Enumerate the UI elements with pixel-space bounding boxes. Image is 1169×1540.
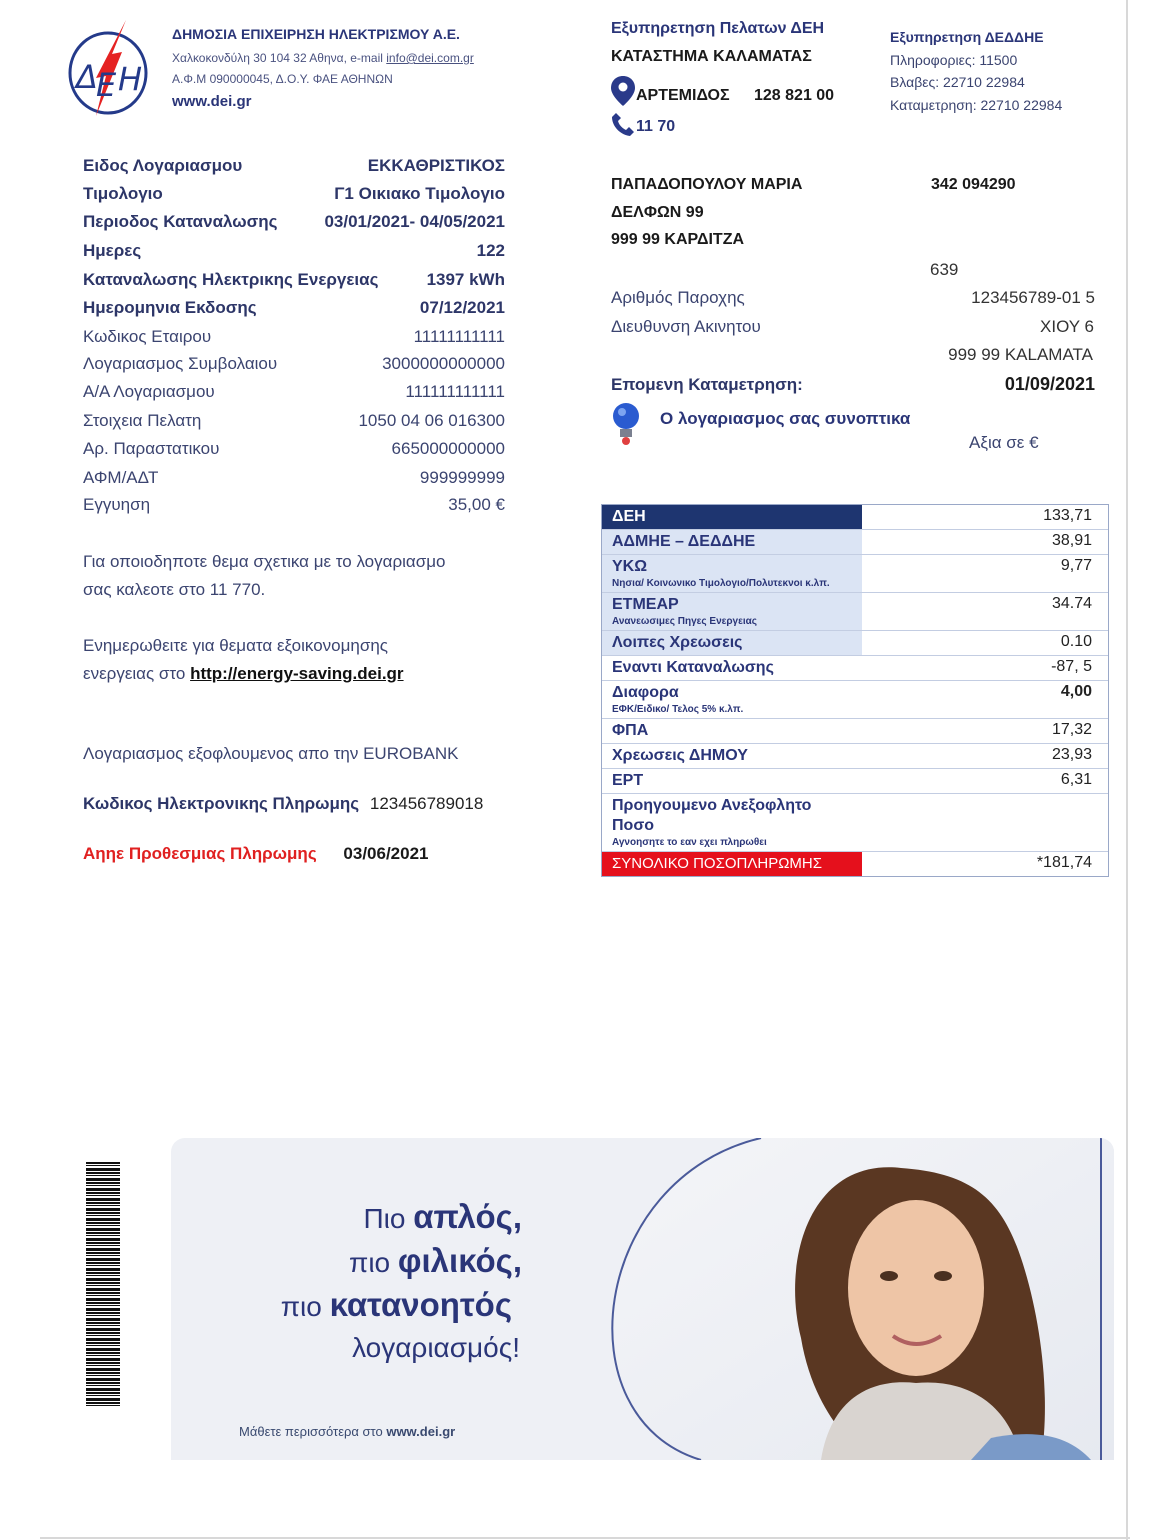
- account-row-label: Καταναλωσης Ηλεκτρικης Ενεργειας: [83, 270, 379, 289]
- summary-title: Ο λογαριασμος σας συνοπτικα: [660, 409, 911, 428]
- deddie-faults: Βλαβες: 22710 22984: [890, 74, 1025, 90]
- account-row-value: 111111111111: [405, 382, 505, 401]
- charge-label-cell: [602, 769, 862, 793]
- next-metering-date: 01/09/2021: [1004, 374, 1095, 394]
- supply-number: 123456789-01 5: [971, 288, 1095, 307]
- company-name: ΔΗΜΟΣΙΑ ΕΠΙΧΕΙΡΗΣΗ ΗΛΕΚΤΡΙΣΜΟΥ Α.Ε.: [172, 26, 460, 42]
- company-address: Χαλκοκονδύλη 30 104 32 Αθηνα, e-mail: [172, 51, 387, 65]
- company-website[interactable]: www.dei.gr: [172, 93, 252, 110]
- charge-sublabel: Αγνοησητε το εαν εχει πληρωθει: [612, 837, 767, 848]
- page-edge-bottom: [40, 1537, 1130, 1539]
- charge-label-cell: [602, 744, 862, 768]
- charge-row: [602, 681, 1108, 719]
- charge-row: [602, 593, 1108, 631]
- account-row-label: Ημερες: [83, 241, 142, 260]
- slogan-1b: απλός,: [413, 1198, 522, 1235]
- next-metering-label: Επομενη Καταμετρηση:: [611, 375, 803, 394]
- account-row-label: Τιμολογιο: [83, 184, 163, 203]
- dei-logo-icon: [66, 18, 154, 118]
- charge-label: Χρεωσεις ΔΗΜΟΥ: [612, 747, 748, 764]
- charge-row: [602, 656, 1108, 681]
- charge-value: 17,32: [1051, 721, 1092, 738]
- banner-more: [239, 1424, 455, 1439]
- deddie-title: Εξυπηρετηση ΔΕΔΔΗΕ: [890, 29, 1044, 45]
- charge-value: 133,71: [1043, 507, 1092, 524]
- service-street-no: 128 821 00: [754, 87, 835, 104]
- epay-line: [83, 790, 483, 818]
- charge-label: ΕΤΜΕΑΡ: [612, 596, 679, 613]
- charge-label: ΑΔΜΗΕ – ΔΕΔΔΗΕ: [612, 533, 756, 550]
- charge-label-cell: [602, 852, 862, 876]
- charge-row: [602, 555, 1108, 593]
- account-row-label: Κωδικος Εταιρου: [83, 327, 212, 346]
- charge-label-cell: [602, 505, 862, 529]
- recipient-name: ΠΑΠΑΔΟΠΟΥΛΟΥ ΜΑΡΙΑ: [611, 176, 803, 193]
- account-row-label: Εγγυηση: [83, 495, 151, 514]
- charge-value: 34.74: [1051, 595, 1092, 612]
- saving-note-line-1: Ενημερωθειτε για θεματα εξοικονομησης: [83, 636, 389, 655]
- account-row: [83, 156, 505, 176]
- charge-sublabel: Νησια/ Κοινωνικο Τιμολογιο/Πολυτεκνοι κ.λπ.: [612, 578, 830, 589]
- account-row: [83, 241, 505, 261]
- slogan-line-4: λογαριασμός!: [352, 1332, 520, 1363]
- service-store: ΚΑΤΑΣΤΗΜΑ ΚΑΛΑΜΑΤΑΣ: [611, 48, 812, 65]
- charge-label: Εναντι Καταναλωσης: [612, 659, 774, 676]
- account-row: [83, 212, 505, 232]
- deddie-metering: Καταμετρηση: 22710 22984: [890, 97, 1063, 113]
- account-row-value: 3000000000000: [382, 354, 505, 373]
- bank-note: Λογαριασμος εξοφλουμενος απο την EUROBANK: [83, 744, 459, 763]
- account-row: [83, 382, 505, 402]
- charge-value: 6,31: [1060, 771, 1092, 788]
- account-row-value: 665000000000: [391, 439, 505, 458]
- charge-value: 4,00: [1060, 683, 1092, 700]
- saving-note: [83, 632, 404, 688]
- charge-label-cell: [602, 681, 862, 718]
- recipient-city: 999 99 ΚΑΡΔΙΤΖΑ: [611, 231, 745, 248]
- account-row-label: Στοιχεια Πελατη: [83, 411, 202, 430]
- saving-note-line-2: [83, 660, 404, 688]
- charges-table: [601, 504, 1109, 877]
- deadline-line: [83, 840, 429, 868]
- epay-code: 123456789018: [369, 794, 484, 813]
- svg-text:Ε: Ε: [96, 66, 117, 104]
- supply-number-label: Αριθμός Παροχης: [611, 288, 745, 307]
- slogan-3a: πιο: [280, 1291, 330, 1322]
- woman-portrait-image: [571, 1138, 1114, 1460]
- charge-label-cell: [602, 656, 862, 680]
- account-row-label: Ειδος Λογαριασμου: [83, 156, 243, 175]
- charge-label: ΕΡΤ: [612, 772, 644, 789]
- account-row-value: 1397 kWh: [426, 270, 505, 289]
- charge-sublabel: ΕΦΚ/Ειδικο/ Τελος 5% κ.λπ.: [612, 704, 744, 715]
- account-row: [83, 439, 505, 459]
- charge-label-cell: [602, 631, 862, 655]
- supply-address-1: ΧΙΟΥ 6: [1040, 317, 1094, 336]
- account-row-value: 35,00 €: [448, 495, 505, 514]
- account-row-value: 03/01/2021- 04/05/2021: [324, 212, 505, 231]
- account-row-value: 999999999: [419, 468, 505, 487]
- promo-banner: [171, 1138, 1114, 1460]
- account-row-value: 122: [476, 241, 505, 260]
- charge-row: [602, 631, 1108, 656]
- deddie-info: Πληροφοριες: 11500: [890, 52, 1018, 68]
- supply-address-label: Διευθυνση Ακινητου: [611, 317, 761, 336]
- slogan-1a: Πιο: [363, 1203, 414, 1234]
- charge-label: ΥΚΩ: [612, 558, 648, 575]
- account-row: [83, 468, 505, 488]
- account-row: [83, 298, 505, 318]
- charge-value: 9,77: [1060, 557, 1092, 574]
- charge-row: [602, 794, 1108, 852]
- call-note-line-1: Για οποιοδηποτε θεμα σχετικα με το λογαριασμο: [83, 552, 446, 571]
- slogan-2b: φιλικός,: [397, 1242, 522, 1279]
- recipient-street: ΔΕΛΦΩΝ 99: [611, 204, 704, 221]
- charge-value: [862, 794, 1108, 851]
- svg-text:Η: Η: [118, 60, 143, 98]
- charge-value: 0.10: [1060, 633, 1092, 650]
- charge-label-cell: [602, 794, 862, 851]
- supply-address-2: 999 99 KALAMATA: [948, 345, 1093, 364]
- account-row-label: Περιοδος Καταναλωσης: [83, 212, 278, 231]
- charge-row: [602, 530, 1108, 555]
- lightbulb-icon: [611, 402, 641, 451]
- charge-row: [602, 769, 1108, 794]
- deadline-date: 03/06/2021: [343, 844, 429, 863]
- dei-logo: [66, 18, 154, 118]
- barcode: [86, 1162, 120, 1408]
- charge-row: [602, 719, 1108, 744]
- page-edge-right: [1126, 0, 1128, 1540]
- charge-label: Λοιπες Χρεωσεις: [612, 634, 743, 651]
- company-address-line: [172, 51, 474, 65]
- charge-label-cell: [602, 719, 862, 743]
- slogan-3b: κατανοητός: [329, 1286, 512, 1323]
- service-phone: 11 70: [636, 118, 676, 135]
- call-note: [83, 548, 446, 604]
- charge-row: [602, 852, 1108, 876]
- account-row-value: 11111111111: [413, 327, 505, 346]
- banner-more-text: Μάθετε περισσότερα στο: [239, 1424, 387, 1439]
- call-note-line-2: σας καλεοτε στο 11 770.: [83, 580, 266, 599]
- charge-row: [602, 744, 1108, 769]
- slogan-2a: πιο: [349, 1247, 398, 1278]
- recipient-extra: 639: [930, 260, 959, 279]
- account-row-label: Ημερομηνια Εκδοσης: [83, 298, 257, 317]
- account-row-value: Γ1 Οικιακο Τιμολογιο: [334, 184, 505, 203]
- location-pin-icon: [611, 76, 635, 111]
- account-row-label: Αρ. Παραστατικου: [83, 439, 220, 458]
- charge-value: *181,74: [1036, 854, 1092, 871]
- charge-value: 23,93: [1051, 746, 1092, 763]
- account-row: [83, 327, 505, 347]
- charge-label-cell: [602, 530, 862, 554]
- account-row-label: Λογαριασμος Συμβολαιου: [83, 354, 278, 373]
- slogan-line-1: [363, 1198, 522, 1236]
- company-email-link[interactable]: info@dei.com.gr: [386, 51, 474, 65]
- charge-label: ΦΠΑ: [612, 722, 649, 739]
- saving-note-text: ενεργειας στο: [83, 664, 191, 683]
- epay-label: Κωδικος Ηλεκτρονικης Πληρωμης: [83, 794, 360, 813]
- slogan-line-2: [349, 1242, 522, 1280]
- recipient-code: 342 094290: [931, 176, 1016, 193]
- charge-row: [602, 505, 1108, 530]
- account-row-value: 07/12/2021: [419, 298, 505, 317]
- account-row-value: ΕΚΚΑΘΡΙΣΤΙΚΟΣ: [367, 156, 505, 175]
- charge-label-cell: [602, 593, 862, 630]
- charge-value: 38,91: [1051, 532, 1092, 549]
- charge-value: -87, 5: [1051, 658, 1092, 675]
- company-tax: Α.Φ.Μ 090000045, Δ.Ο.Υ. ΦΑΕ ΑΘΗΝΩΝ: [172, 72, 393, 86]
- service-title: Εξυπηρετηση Πελατων ΔΕΗ: [611, 20, 825, 37]
- account-row: [83, 354, 505, 374]
- charge-sublabel: Ανανεωσιμες Πηγες Ενεργειας: [612, 616, 757, 627]
- phone-icon: [612, 112, 634, 141]
- svg-text:Δ: Δ: [76, 58, 98, 96]
- account-row: [83, 411, 505, 431]
- account-row-value: 1050 04 06 016300: [358, 411, 505, 430]
- account-row-label: ΑΦΜ/ΑΔΤ: [83, 468, 159, 487]
- account-row: [83, 495, 505, 515]
- account-row-label: Α/Α Λογαριασμου: [83, 382, 215, 401]
- charge-label: Προηγουμενο Ανεξοφλητο Ποσο: [612, 797, 812, 834]
- deadline-label: Αηηε Προθεσμιας Πληρωμης: [83, 844, 317, 863]
- charge-label: ΣΥΝΟΛΙΚΟ ΠΟΣΟΠΛΗΡΩΜΗΣ: [612, 855, 823, 872]
- value-label: Αξια σε €: [969, 433, 1039, 452]
- charge-label: Διαφορα: [612, 684, 679, 701]
- banner-more-site[interactable]: www.dei.gr: [386, 1424, 456, 1439]
- service-street: ΑΡΤΕΜΙΔΟΣ: [636, 87, 730, 104]
- account-row: [83, 270, 505, 290]
- slogan-line-3: [281, 1286, 512, 1324]
- account-row: [83, 184, 505, 204]
- energy-saving-link[interactable]: http://energy-saving.dei.gr: [190, 664, 404, 683]
- charge-label: ΔΕΗ: [612, 508, 646, 525]
- charge-label-cell: [602, 555, 862, 592]
